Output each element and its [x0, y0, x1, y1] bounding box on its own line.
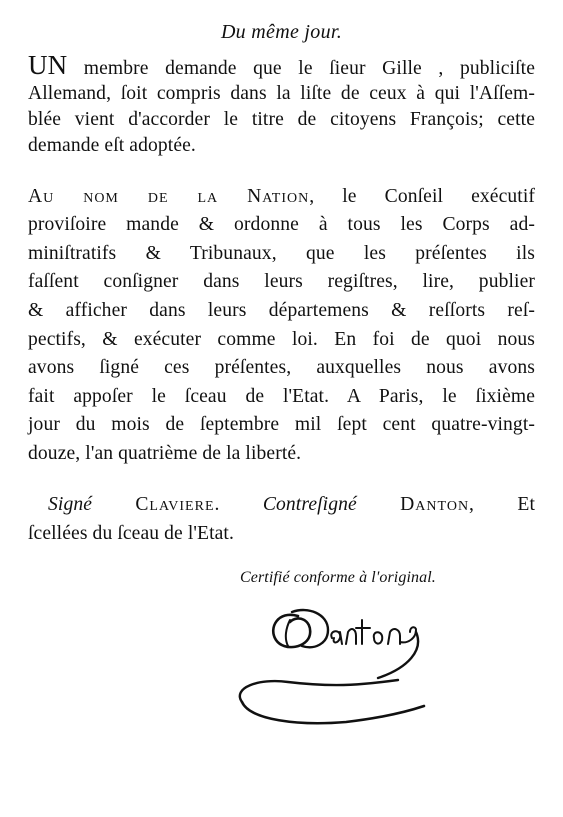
section-heading: Du même jour. — [220, 21, 343, 43]
paragraph-2-line-9: jour du mois de ſeptembre mil ſept cent quatre-vingt- — [28, 414, 535, 435]
paragraph-2-line-1 — [28, 185, 535, 209]
paragraph-2-line-6: pectifs, & exécuter comme loi. En foi de quoi nous — [28, 329, 535, 350]
paragraph-1-line-2: Allemand, ſoit compris dans la liſte de ceux à qui l'Aſſem- — [28, 83, 535, 104]
paragraph-2-line-10: douze, l'an quatrième de la liberté. — [28, 443, 302, 464]
paragraph-1-line-3: blée vient d'accorder le titre de citoyens François; cette — [28, 109, 535, 130]
paragraph-2-line-5: & afficher dans leurs départemens & reſſorts reſ- — [28, 300, 535, 321]
paragraph-2-line-2: proviſoire mande & ordonne à tous les Corps ad- — [28, 214, 535, 235]
handwritten-signature — [228, 598, 458, 738]
signe-label: Signé — [48, 494, 93, 515]
paragraph-2-line-1-rest: , le Conſeil exécutif — [309, 186, 535, 207]
paragraph-2-line-7: avons ſigné ces préſentes, auxquelles nous avons — [28, 357, 535, 378]
paragraph-2-line-3: miniſtratifs & Tribunaux, que les préſentes ils — [28, 243, 535, 264]
contresigne-label: Contreſigné — [220, 494, 357, 515]
paragraph-1-line-4: demande eſt adoptée. — [28, 135, 196, 156]
signed-line-2: ſcellées du ſceau de l'Etat. — [28, 523, 234, 544]
contresigne-name: Danton, — [356, 494, 475, 515]
paragraph-2-line-4: faſſent conſigner dans leurs regiſtres, lire, publier — [28, 271, 535, 292]
et-word: Et — [474, 494, 535, 515]
au-nom-text: nom de la — [54, 186, 248, 207]
paragraph-1-line-1 — [28, 50, 535, 81]
paragraph-2-line-8: fait appoſer le ſceau de l'Etat. A Paris, le ſixième — [28, 386, 535, 407]
signe-name: Claviere. — [92, 494, 221, 515]
certification-line: Certifié conforme à l'original. — [240, 569, 436, 586]
au-nom-au: Au — [28, 186, 55, 207]
nation-word: Nation — [247, 186, 310, 207]
dropcap: UN — [28, 50, 68, 80]
paragraph-1-line-1-text: membre demande que le ſieur Gille , publiciſte — [67, 58, 535, 79]
signed-line-1 — [28, 493, 535, 517]
